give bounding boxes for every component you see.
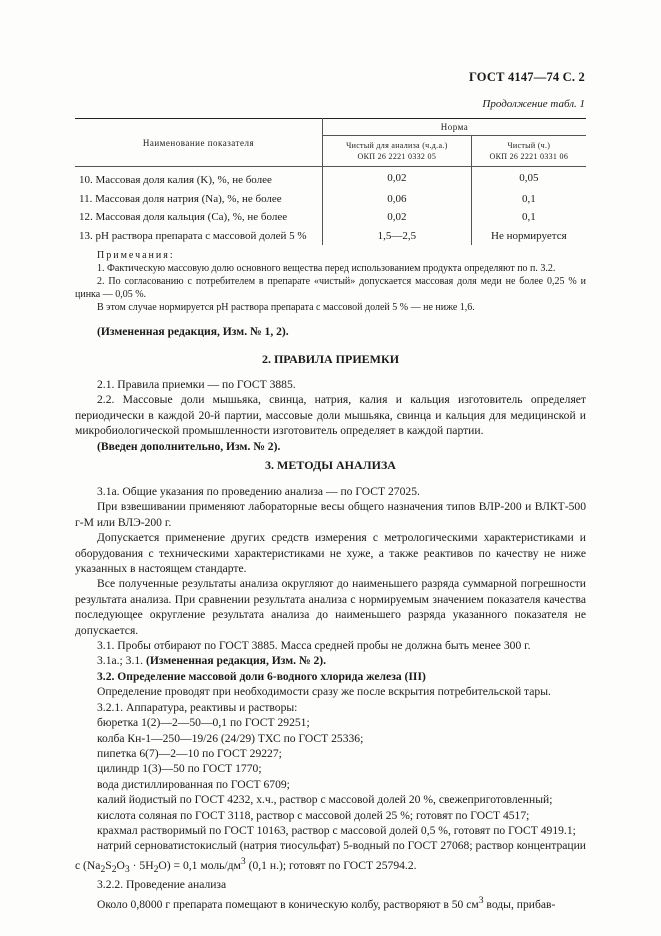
table-notes (75, 249, 586, 314)
section-3-body: 3.1а. Общие указания по проведению анализа — по ГОСТ 27025. При взвешивании применяют лабораторные весы общего назначения типов ВЛР-200 и ВЛКТ-500 г-М или ВЛЭ-200 г. Допускается применение других средств измерения с метрологическими характеристиками и оборудования с техническими характеристиками не хуже, а также реактивов по качеству не ниже указанных в настоящем стандарте. Все полученные результаты анализа округляют до наименьшего разряда суммарной погрешности результата анализа. При сравнении результата анализа с нормируемым значением показателя качества последующее округление результата анализа до наименьшего разряда указанного показателя не допускается. 3.1. Пробы отбирают по ГОСТ 3885. Масса средней пробы не должна быть менее 300 г. 3.1а.; 3.1. (Измененная редакция, Изм. № 2). 3.2. Определение массовой доли 6-водного хлорида железа (III) Определение проводят при необходимости сразу же после вскрытия потребительской тары. 3.2.1. Аппаратура, реактивы и растворы: бюретка 1(2)—2—50—0,1 по ГОСТ 29251; колба Кн-1—250—19/26 (24/29) ТХС по ГОСТ 25336; пипетка 6(7)—2—10 по ГОСТ 29227; цилиндр 1(3)—50 по ГОСТ 1770; вода дистиллированная по ГОСТ 6709; калий йодистый по ГОСТ 4232, х.ч., раствор с массовой долей 20 %, свежеприготовленный; кислота соляная по ГОСТ 3118, раствор с массовой долей 25 %; готовят по ГОСТ 4517; крахмал растворимый по ГОСТ 10163, раствор с массовой долей 0,5 %, готовят по ГОСТ 4919.1; натрий серноватистокислый (натрия тиосульфат) 5-водный по ГОСТ 27068; раствор концентрации c $(Na_2S_2O_3 \cdot 5H_2O) = 0,1$ моль/$дм^3$ (0,1 н.); готовят по ГОСТ 25794.2. 3.2.2. Проведение анализа Около 0,8000 г препарата помещают в коническую колбу, растворяют в 50 $см^3$ воды, прибав- (75, 485, 586, 911)
list-item: натрий серноватистокислый (натрия тиосульфат) 5-водный по ГОСТ 27068; раствор концентрации c $(Na_2S_2O_3 \cdot 5H_2O) = 0,1$ моль/$дм^3$ (0,1 н.); готовят по ГОСТ 25794.2. (75, 839, 586, 875)
col-header-chda: Чистый для анализа (ч.д.а.) ОКП 26 2221 0332 05 (323, 136, 472, 167)
note-2: 2. По согласованию с потребителем в препарате «чистый» допускается массовая доля меди не более 0,25 % и цинка — 0,05 %. (75, 276, 586, 300)
amendment-note: (Измененная редакция, Изм. № 1, 2). (97, 325, 289, 338)
list-item: цилиндр 1(3)—50 по ГОСТ 1770; (97, 762, 262, 776)
section-2-title: 2. ПРАВИЛА ПРИЕМКИ (261, 352, 400, 366)
page-header-code: ГОСТ 4147—74 С. 2 (468, 70, 585, 84)
table-continuation-label: Продолжение табл. 1 (482, 98, 585, 110)
list-item: пипетка 6(7)—2—10 по ГОСТ 29227; (97, 746, 282, 760)
note-3: В этом случае нормируется pH раствора препарата с массовой долей 5 % — не ниже 1,6. (97, 302, 475, 313)
subsection-3-2-title: 3.2. Определение массовой доли 6-водного хлорида железа (III) (97, 669, 426, 683)
table-row: 12. Массовая доля кальция (Ca), %, не более 0,02 0,1 (75, 208, 586, 227)
col-header-name: Наименование показателя (75, 119, 323, 167)
list-item: колба Кн-1—250—19/26 (24/29) ТХС по ГОСТ 25336; (97, 731, 364, 745)
list-item: бюретка 1(2)—2—50—0,1 по ГОСТ 29251; (97, 716, 310, 730)
section-2-body: 2.1. Правила приемки — по ГОСТ 3885. 2.2. Массовые доли мышьяка, свинца, натрия, калия и кальция изготовитель определяет периодически в каждой 20-й партии, массовые доли мышьяка, свинца и кальция для медицинской и микробиологической промышленности изготовитель определяет в каждой партии. (Введен дополнительно, Изм. № 2). (75, 378, 586, 453)
list-item: крахмал растворимый по ГОСТ 10163, раствор с массовой долей 0,5 %, готовят по ГОСТ 4919.1; (97, 823, 576, 837)
col-header-ch: Чистый (ч.) ОКП 26 2221 0331 06 (471, 136, 586, 167)
section-3-title: 3. МЕТОДЫ АНАЛИЗА (265, 458, 396, 472)
col-header-norma: Норма (323, 119, 587, 136)
list-item: вода дистиллированная по ГОСТ 6709; (97, 777, 290, 791)
table-row: 10. Массовая доля калия (K), %, не более 0,02 0,05 (75, 167, 586, 190)
norms-table (75, 118, 586, 245)
table-row: 11. Массовая доля натрия (Na), %, не более 0,06 0,1 (75, 190, 586, 209)
list-item: калий йодистый по ГОСТ 4232, х.ч., раствор с массовой долей 20 %, свежеприготовленный; (97, 793, 553, 807)
notes-title: Примечания: (97, 250, 175, 261)
table-row: 13. pH раствора препарата с массовой долей 5 % 1,5—2,5 Не нормируется (75, 227, 586, 246)
list-item: кислота соляная по ГОСТ 3118, раствор с массовой долей 25 %; готовят по ГОСТ 4517; (97, 808, 530, 822)
note-1: 1. Фактическую массовую долю основного вещества перед использованием продукта определяют по п. 3.2. (97, 263, 556, 274)
